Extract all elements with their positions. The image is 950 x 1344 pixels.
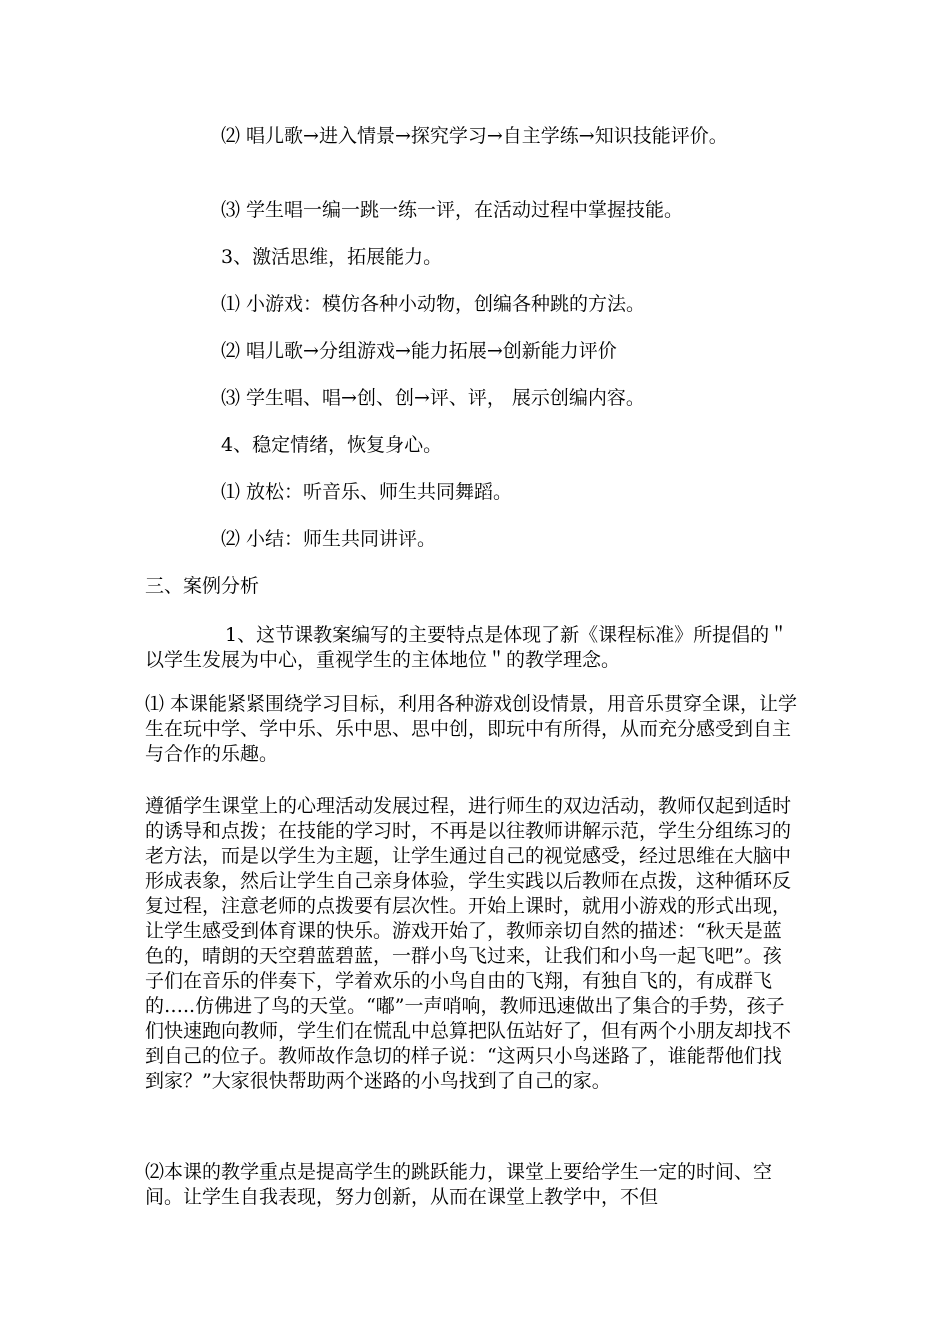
paragraph-12: 遵循学生课堂上的心理活动发展过程，进行师生的双边活动，教师仅起到适时的诱导和点拨；在技能的学习时，不再是以往教师讲解示范，学生分组练习的老方法，而是以学生为主题，让学生通过自己的视觉感受，经过思维在大脑中形成表象，然后让学生自己亲身体验，学生实践以后教师在点拨，这种循环反复过程，注意老师的点拨要有层次性。开始上课时，就用小游戏的形式出现，让学生感受到体育课的快乐。游戏开始了，教师亲切自然的描述：“秋天是蓝色的，晴朗的天空碧蓝碧蓝，一群小鸟飞过来，让我们和小鸟一起飞吧”。孩子们在音乐的伴奏下，学着欢乐的小鸟自由的飞翔，有独自飞的，有成群飞的…..仿佛进了鸟的天堂。“嘟”一声哨响，教师迅速做出了集合的手势，孩子们快速跑向教师，学生们在慌乱中总算把队伍站好了，但有两个小朋友却找不到自己的位子。教师故作急切的样子说：“这两只小鸟迷路了，谁能帮他们找到家？”大家很快帮助两个迷路的小鸟找到了自己的家。 <box>145 795 792 1092</box>
paragraph-3: 3、激活思维，拓展能力。 <box>221 246 443 268</box>
paragraph-5: ⑵ 唱儿歌→分组游戏→能力拓展→创新能力评价 <box>221 340 617 362</box>
paragraph-9: ⑵ 小结：师生共同讲评。 <box>221 528 437 550</box>
section-heading: 三、案例分析 <box>145 575 260 597</box>
paragraph-1: ⑵ 唱儿歌→进入情景→探究学习→自主学练→知识技能评价。 <box>221 125 728 147</box>
paragraph-6: ⑶ 学生唱、唱→创、创→评、评， 展示创编内容。 <box>221 387 645 409</box>
paragraph-4: ⑴ 小游戏：模仿各种小动物，创编各种跳的方法。 <box>221 293 646 315</box>
paragraph-13: ⑵本课的教学重点是提高学生的跳跃能力，课堂上要给学生一定的时间、空间。让学生自我表现，努力创新，从而在课堂上教学中，不但 <box>145 1161 773 1208</box>
paragraph-7: 4、稳定情绪，恢复身心。 <box>221 434 443 456</box>
paragraph-11: ⑴ 本课能紧紧围绕学习目标，利用各种游戏创设情景，用音乐贯穿全课，让学生在玩中学、学中乐、乐中思、思中创，即玩中有所得，从而充分感受到自主与合作的乐趣。 <box>145 693 798 765</box>
paragraph-2: ⑶ 学生唱一编一跳一练一评，在活动过程中掌握技能。 <box>221 199 684 221</box>
paragraph-10: 1、这节课教案编写的主要特点是体现了新《课程标准》所提倡的＂以学生发展为中心，重视学生的主体地位＂的教学理念。 <box>145 624 789 671</box>
paragraph-8: ⑴ 放松：听音乐、师生共同舞蹈。 <box>221 481 513 503</box>
